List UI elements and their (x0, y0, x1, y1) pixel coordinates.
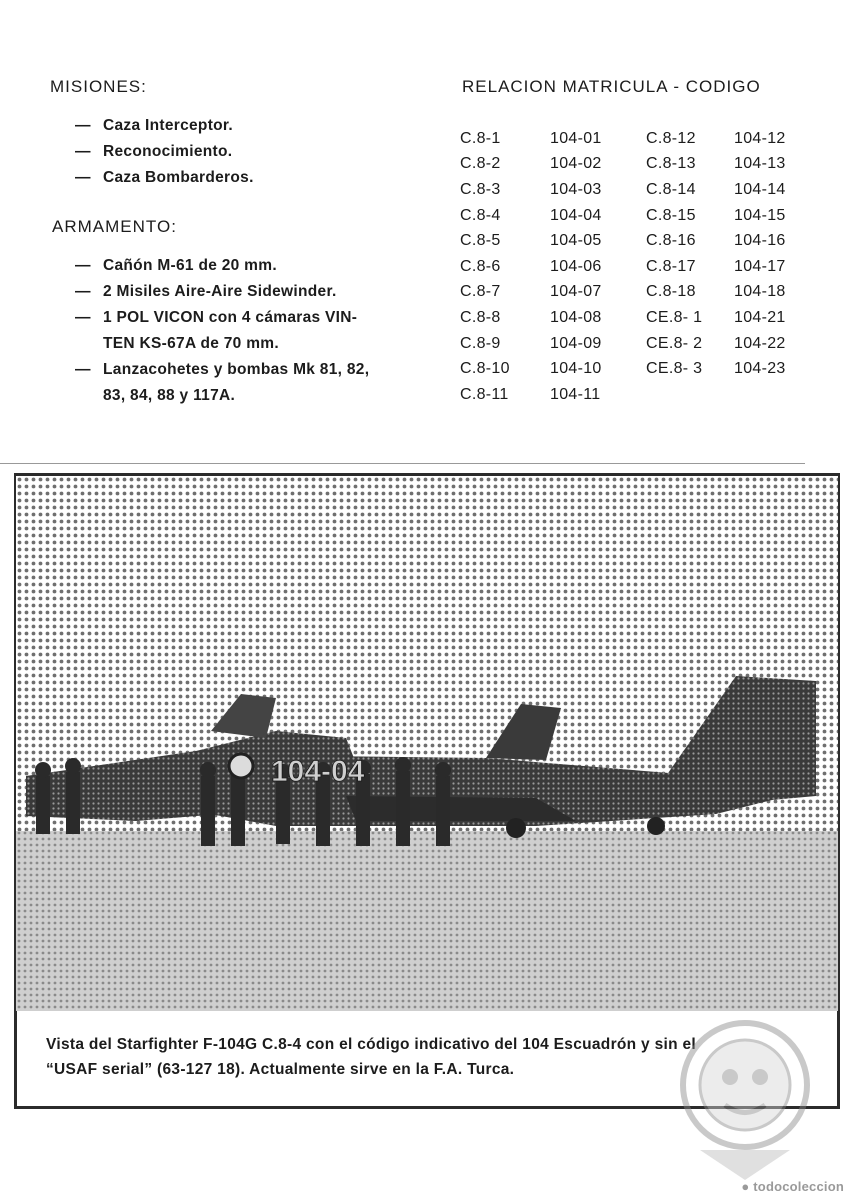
list-item: — Cañón M-61 de 20 mm. (75, 253, 369, 279)
table-row (460, 331, 804, 357)
watermark-logo (660, 1005, 830, 1185)
matricula-cell: C.8-10 (460, 360, 510, 378)
matricula-cell: C.8-4 (460, 206, 501, 224)
matricula-cell: C.8-5 (460, 232, 501, 250)
codigo-cell: 104-03 (550, 180, 602, 198)
matricula-cell: C.8-18 (646, 283, 696, 301)
codigo-cell: 104-16 (734, 232, 786, 250)
codigo-cell: 104-01 (550, 129, 602, 147)
codigo-cell: 104-02 (550, 155, 602, 173)
table-row (460, 356, 804, 382)
matricula-cell: C.8-6 (460, 257, 501, 275)
table-row (460, 177, 804, 203)
matricula-cell: C.8-13 (646, 155, 696, 173)
relacion-table (460, 126, 804, 408)
list-item: — Caza Bombarderos. (75, 165, 254, 191)
list-dash: — (75, 169, 91, 186)
matricula-cell: C.8-15 (646, 206, 696, 224)
codigo-cell: 104-18 (734, 283, 786, 301)
list-dash: — (75, 117, 91, 134)
list-dash: — (75, 309, 91, 326)
list-item: — Caza Interceptor. (75, 113, 254, 139)
codigo-cell: 104-21 (734, 308, 786, 326)
codigo-cell: 104-07 (550, 283, 602, 301)
codigo-cell: 104-06 (550, 257, 602, 275)
table-row (460, 254, 804, 280)
list-item: — 2 Misiles Aire-Aire Sidewinder. (75, 279, 369, 305)
list-dash: — (75, 283, 91, 300)
codigo-cell: 104-11 (550, 385, 601, 403)
watermark-text: ● todocoleccion (741, 1179, 844, 1194)
codigo-cell: 104-14 (734, 180, 786, 198)
codigo-cell: 104-13 (734, 155, 786, 173)
armamento-heading: ARMAMENTO: (52, 217, 177, 236)
section-divider (0, 463, 805, 464)
list-dash: — (75, 361, 91, 378)
matricula-cell: CE.8- 1 (646, 308, 703, 326)
relacion-heading: RELACION MATRICULA - CODIGO (462, 77, 761, 96)
table-row (460, 382, 804, 408)
matricula-cell: C.8-2 (460, 155, 501, 173)
matricula-cell: C.8-12 (646, 129, 696, 147)
matricula-cell: CE.8- 2 (646, 334, 703, 352)
matricula-cell: C.8-7 (460, 283, 501, 301)
list-item: — 1 POL VICON con 4 cámaras VIN- TEN KS-67A de 70 mm. (75, 305, 369, 357)
list-dash: — (75, 257, 91, 274)
armamento-list (75, 253, 369, 409)
codigo-cell: 104-23 (734, 360, 786, 378)
matricula-cell: C.8-11 (460, 385, 509, 403)
codigo-cell: 104-15 (734, 206, 786, 224)
table-row (460, 203, 804, 229)
table-row (460, 228, 804, 254)
codigo-cell: 104-22 (734, 334, 786, 352)
aircraft-code-text: 104-04 (271, 755, 365, 788)
list-dash: — (75, 143, 91, 160)
matricula-cell: C.8-14 (646, 180, 696, 198)
codigo-cell: 104-12 (734, 129, 786, 147)
caption-line: Vista del Starfighter F-104G C.8-4 con el código indicativo del 104 Escuadrón y sin el (46, 1036, 696, 1053)
table-row (460, 305, 804, 331)
misiones-heading: MISIONES: (50, 77, 147, 96)
aircraft-photo (16, 476, 838, 1011)
matricula-cell: C.8-3 (460, 180, 501, 198)
codigo-cell (734, 382, 804, 408)
list-item: — Lanzacohetes y bombas Mk 81, 82, 83, 84, 88 y 117A. (75, 357, 369, 409)
matricula-cell: C.8-9 (460, 334, 501, 352)
table-row (460, 280, 804, 306)
list-item: — Reconocimiento. (75, 139, 254, 165)
codigo-cell: 104-09 (550, 334, 602, 352)
matricula-cell: CE.8- 3 (646, 360, 703, 378)
matricula-cell: C.8-1 (460, 129, 501, 147)
table-row (460, 152, 804, 178)
matricula-cell: C.8-16 (646, 232, 696, 250)
matricula-cell: C.8-8 (460, 308, 501, 326)
table-row (460, 126, 804, 152)
codigo-cell: 104-08 (550, 308, 602, 326)
codigo-cell: 104-04 (550, 206, 602, 224)
misiones-list (75, 113, 254, 191)
watermark-icon: ● (741, 1179, 754, 1194)
matricula-cell (646, 382, 734, 408)
matricula-cell: C.8-17 (646, 257, 696, 275)
codigo-cell: 104-17 (734, 257, 786, 275)
codigo-cell: 104-10 (550, 360, 602, 378)
caption-line: “USAF serial” (63-127 18). Actualmente sirve en la F.A. Turca. (46, 1061, 515, 1078)
codigo-cell: 104-05 (550, 232, 602, 250)
